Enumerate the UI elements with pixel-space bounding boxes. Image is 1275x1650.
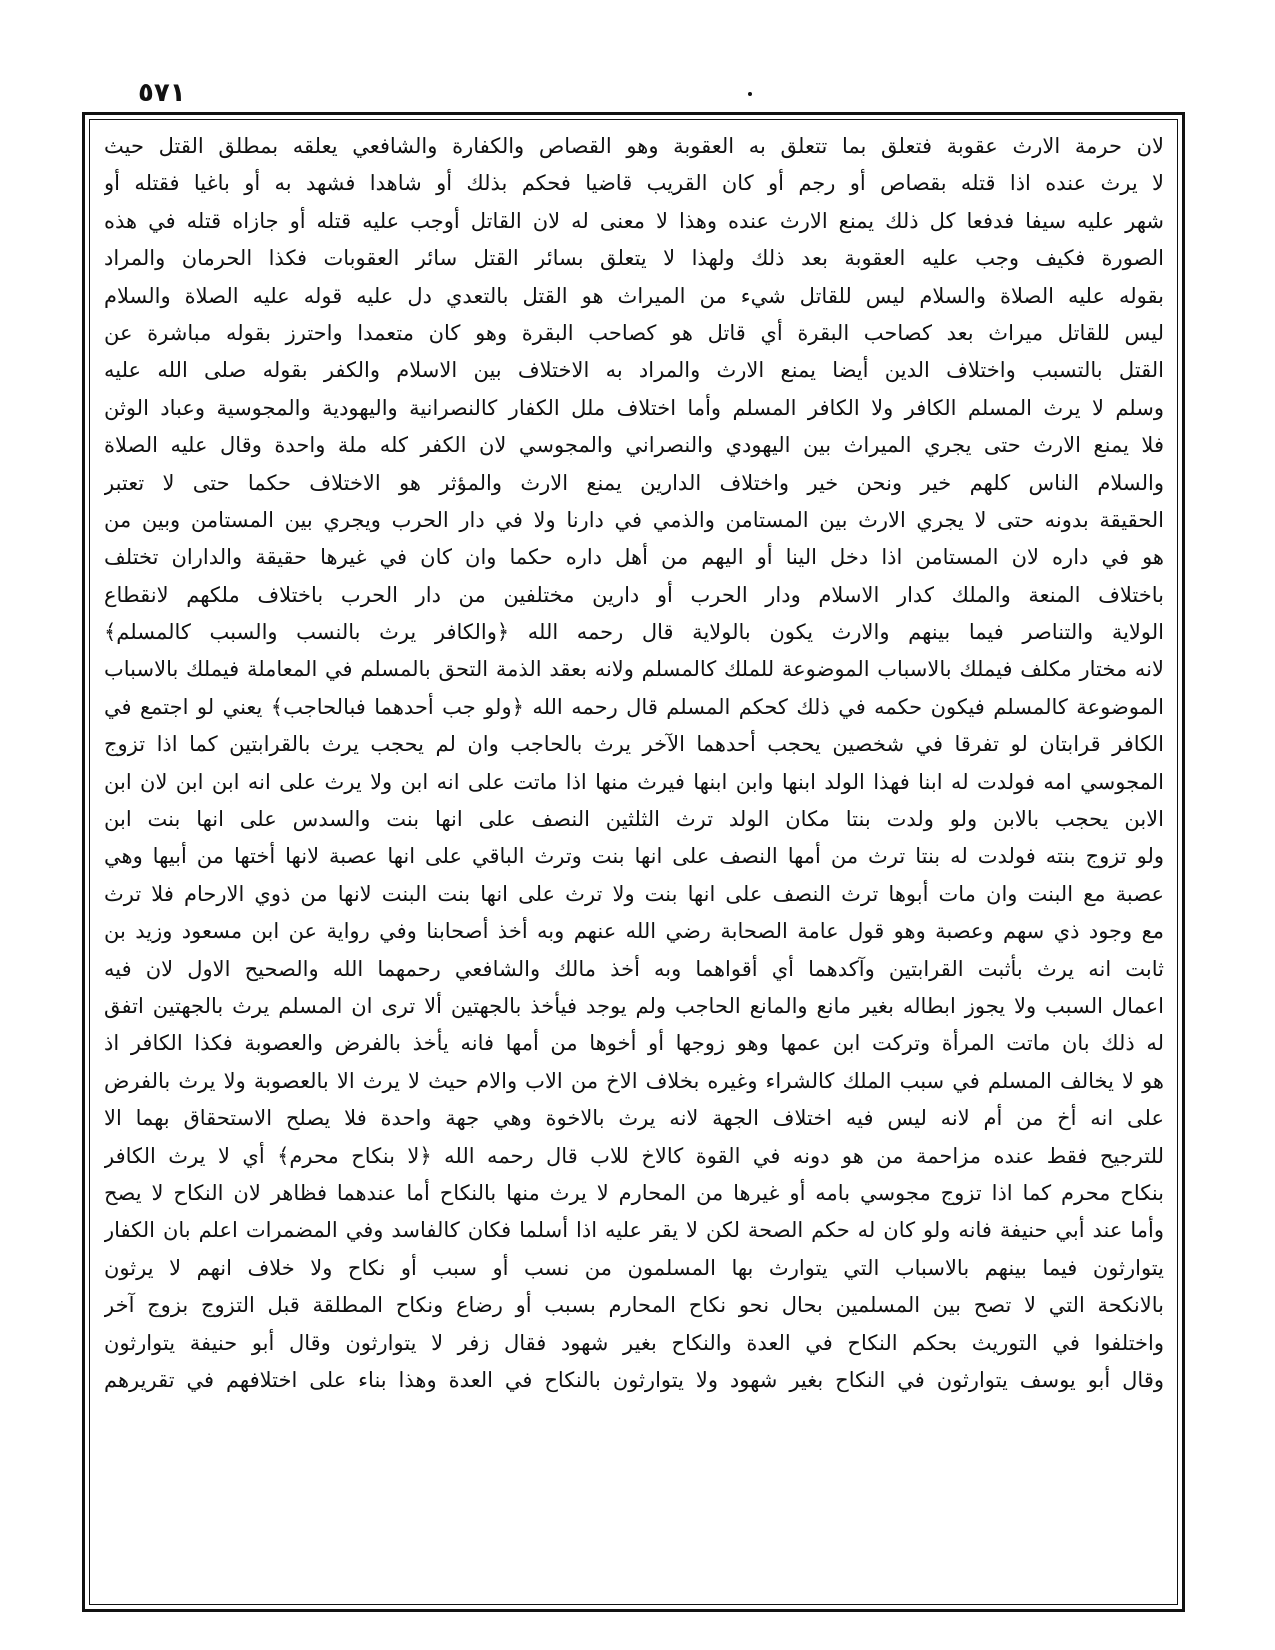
text-line: للترجيح فقط عنده مزاحمة من هو دونه في القوة كالاخ للاب قال رحمه الله ﴿لا بنكاح محرم﴾ أي لا يرث الكافر (104, 1143, 1164, 1168)
text-line: واختلفوا في التوريث بحكم النكاح في العدة والنكاح بغير شهود فقال زفر لا يتوارثون وقال أبو حنيفة يتوارثون (104, 1330, 1164, 1355)
text-line: هو لا يخالف المسلم في سبب الملك كالشراء وغيره بخلاف الاخ من الاب والام حيث لا يرث الا بالعصوبة ولا يرث بالفرض (104, 1068, 1164, 1093)
text-line: عصبة مع البنت وان مات أبوها ترث النصف على انها بنت ولا ترث على انها بنت البنت لانها من ذوي الارحام فلا ترث (104, 881, 1164, 906)
text-line: القتل بالتسبب واختلاف الدين أيضا يمنع الارث والمراد به الاختلاف بين الاسلام والكفر بقوله صلى الله عليه (104, 358, 1164, 383)
text-line: ليس للقاتل ميراث بعد كصاحب البقرة أي قاتل هو كصاحب البقرة وهو كان متعمدا واحترز بقوله مباشرة عن (104, 320, 1164, 345)
page-number: ٥٧١ (138, 78, 186, 108)
text-line: الموضوعة كالمسلم فيكون حكمه في ذلك كحكم المسلم قال رحمه الله ﴿ولو جب أحدهما فبالحاجب﴾ يعني لو اجتمع في (104, 694, 1164, 719)
text-line: ولو تزوج بنته فولدت له بنتا ترث من أمها النصف على انها بنت وترث الباقي على انها عصبة لانها أختها من أبيها وهي (104, 844, 1164, 869)
text-line: وأما عند أبي حنيفة فانه ولو كان له حكم الصحة لكن لا يقر عليه اذا أسلما فكان كالفاسد وفي المضمرات اعلم بان الكفار (104, 1218, 1164, 1243)
text-line: باختلاف المنعة والملك كدار الاسلام ودار الحرب أو دارين مختلفين من دار الحرب باختلاف ملكهم لانقطاع (104, 582, 1164, 607)
text-line: الولاية والتناصر فيما بينهم والارث يكون بالولاية قال رحمه الله ﴿والكافر يرث بالنسب والسبب كالمسلم﴾ (104, 620, 1164, 645)
text-line: لانه مختار مكلف فيملك بالاسباب الموضوعة للملك كالمسلم ولانه بعقد الذمة التحق بالمسلم في المعاملة فيملك بالاسباب (104, 657, 1164, 682)
text-line: والسلام الناس كلهم خير ونحن خير واختلاف الدارين يمنع الارث والمؤثر هو الاختلاف حكما حتى لا تعتبر (104, 470, 1164, 495)
text-line: لان حرمة الارث عقوبة فتعلق بما تتعلق به العقوبة وهو القصاص والكفارة والشافعي يعلقه بمطلق القتل حيث (104, 134, 1164, 158)
ink-dot (748, 92, 752, 96)
text-line: على انه أخ من أم لانه ليس فيه اختلاف الجهة لانه يرث بالاخوة وهي جهة واحدة فلا يصلح الاستحقاق بهما الا (104, 1106, 1164, 1131)
text-line: بالانكحة التي لا تصح بين المسلمين بحال نحو نكاح المحارم بسبب أو رضاع ونكاح المطلقة قبل التزوج بزوج آخر (104, 1293, 1164, 1318)
text-line: فلا يمنع الارث حتى يجري الميراث بين اليهودي والنصراني والمجوسي لان الكفر كله ملة واحدة وقال عليه الصلاة (104, 433, 1164, 458)
text-line: الكافر قرابتان لو تفرقا في شخصين يحجب أحدهما الآخر يرث بالحاجب وان لم يحجب يرث بالقرابتين كما اذا تزوج (104, 732, 1164, 757)
text-line: وقال أبو يوسف يتوارثون في النكاح بغير شهود ولا يتوارثون بالنكاح في العدة وهذا بناء على اختلافهم في تقريرهم (104, 1367, 1164, 1392)
text-line: يتوارثون فيما بينهم بالاسباب التي يتوارث بها المسلمون من نسب أو سبب أو نكاح ولا خلاف انهم لا يرثون (104, 1255, 1164, 1280)
text-line: ثابت انه يرث بأثبت القرابتين وآكدهما أي أقواهما وبه أخذ مالك والشافعي رحمهما الله والصحيح الاول لان فيه (104, 956, 1164, 981)
main-text-block (104, 128, 1164, 1399)
text-line: اعمال السبب ولا يجوز ابطاله بغير مانع والمانع الحاجب ولم يوجد فيأخذ بالجهتين ألا ترى ان المسلم يرث بالجهتين اتفق (104, 993, 1164, 1018)
text-line: الصورة فكيف وجب عليه العقوبة بعد ذلك ولهذا لا يتعلق بسائر القتل سائر العقوبات فكذا الحرمان والمراد (104, 246, 1164, 271)
text-line: وسلم لا يرث المسلم الكافر ولا الكافر المسلم وأما اختلاف ملل الكفار كالنصرانية واليهودية والمجوسية وعباد الوثن (104, 395, 1164, 420)
text-line: مع وجود ذي سهم وعصبة وهو قول عامة الصحابة رضي الله عنهم وبه أخذ أصحابنا وفي رواية عن ابن مسعود وزيد بن (104, 919, 1164, 944)
text-line: الحقيقة بدونه حتى لا يجري الارث بين المستامن والذمي في دارنا ولا في دار الحرب ويجري بين المستامن وبين من (104, 507, 1164, 532)
text-line: له ذلك بان ماتت المرأة وتركت ابن عمها وهو زوجها أو أخوها من أمها فانه يأخذ بالفرض والعصوبة فكذا الكافر اذ (104, 1031, 1164, 1056)
text-line: شهر عليه سيفا فدفعا كل ذلك يمنع الارث عنده وهذا لا معنى له لان القاتل أوجب عليه قتله أو جازاه قتله في هذه (104, 208, 1164, 233)
text-line: المجوسي امه فولدت له ابنا فهذا الولد ابنها وابن ابنها فيرث منها اذا ماتت على انه ابن ولا يرث على انه ابن ابن لان ابن (104, 769, 1164, 794)
text-line: لا يرث عنده اذا قتله بقصاص أو رجم أو كان القريب قاضيا فحكم بذلك أو شاهدا فشهد به أو باغيا فقتله أو (104, 171, 1164, 196)
text-line: بنكاح محرم كما اذا تزوج مجوسي بامه أو غيرها من المحارم لا يرث منها بالنكاح أما عندهما فظاهر لان النكاح لا يصح (104, 1180, 1164, 1205)
text-line: الابن يحجب بالابن ولو ولدت بنتا مكان الولد ترث الثلثين النصف على انها بنت والسدس على انها بنت ابن (104, 807, 1164, 832)
text-line: بقوله عليه الصلاة والسلام ليس للقاتل شيء من الميراث هو القتل بالتعدي دل عليه قوله عليه الصلاة والسلام (104, 283, 1164, 308)
text-line: هو في داره لان المستامن اذا دخل الينا أو اليهم من أهل داره حكما وان كان في غيرها حقيقة والداران تختلف (104, 545, 1164, 570)
